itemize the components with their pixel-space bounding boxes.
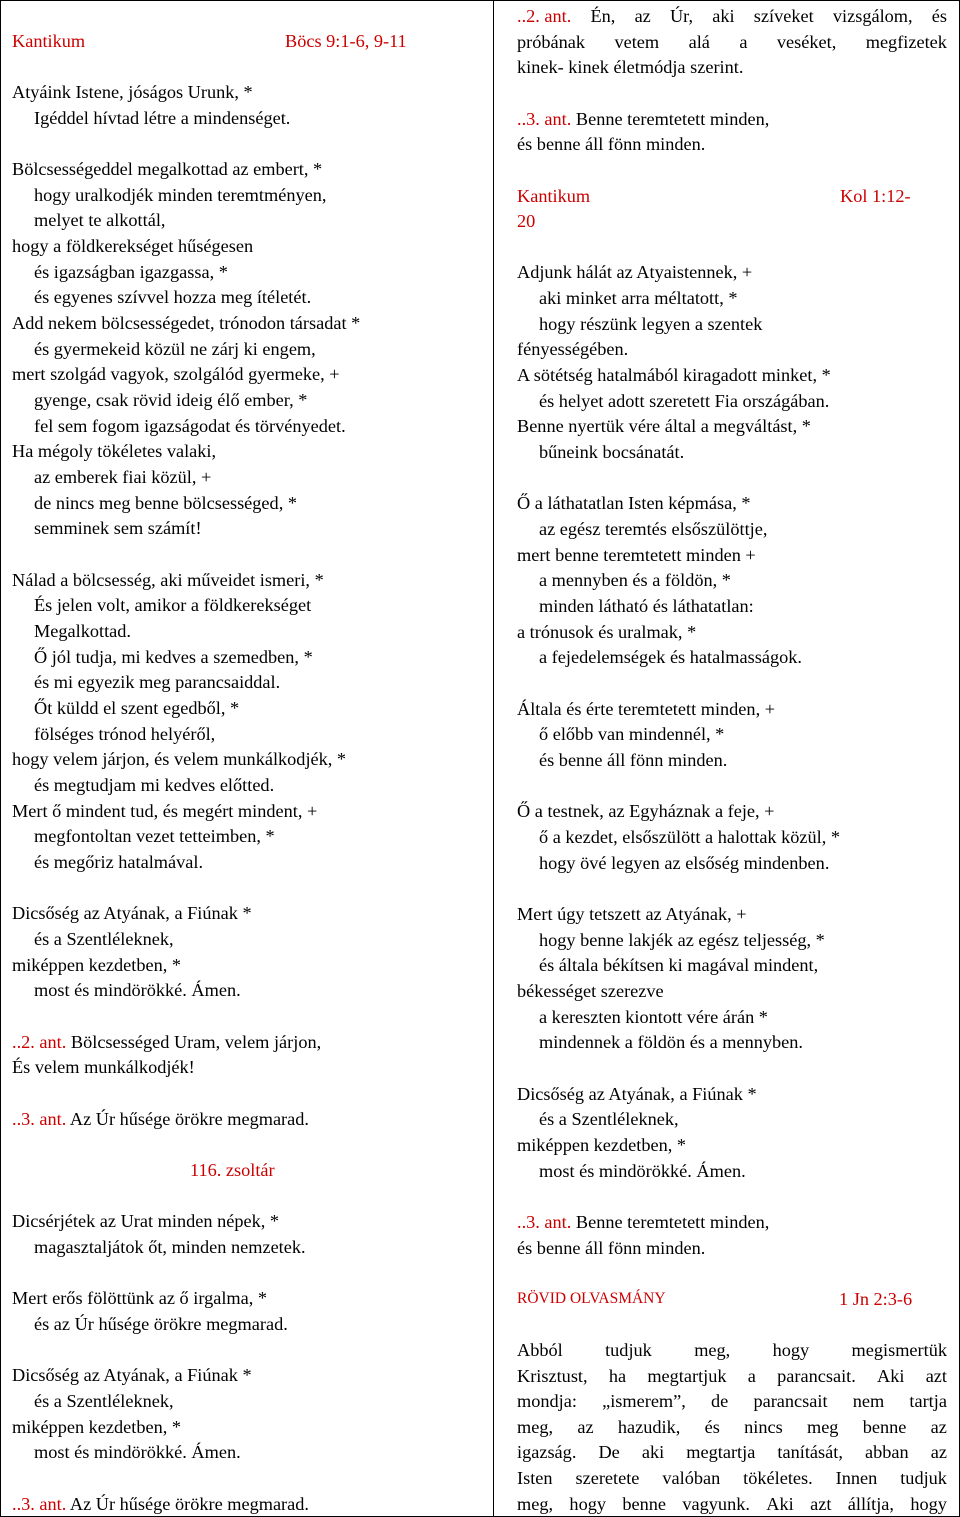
canticle-line: Atyáink Istene, jóságos Urunk, * <box>12 82 253 102</box>
antiphon-label: ..3. ant. <box>517 109 572 129</box>
doxology-line: és a Szentléleknek, <box>539 1109 679 1129</box>
word: hazudik, <box>617 1416 681 1437</box>
canticle-line: és általa békítsen ki magával mindent, <box>539 955 819 975</box>
word: valóban <box>662 1468 721 1488</box>
canticle-line: az emberek fiai közül, + <box>34 467 212 487</box>
canticle-line: hogy velem járjon, és velem munkálkodjék, * <box>12 749 347 769</box>
doxology-line: Dicsőség az Atyának, a Fiúnak * <box>12 903 252 923</box>
word: aki <box>641 1442 665 1463</box>
word: meg, <box>517 1493 554 1514</box>
antiphon-text: Az Úr hűsége örökre megmarad. <box>69 1109 309 1129</box>
canticle-line: Add nekem bölcsességedet, trónodon társadat * <box>12 313 361 333</box>
canticle-line: a kereszten kiontott vére árán * <box>539 1007 768 1027</box>
canticle-line: Ha mégoly tökéletes valaki, <box>12 441 217 461</box>
kantikum-label: Kantikum <box>517 186 591 206</box>
reading-line <box>517 1465 947 1491</box>
word: nincs <box>744 1416 783 1437</box>
word: tudjuk <box>900 1468 947 1488</box>
canticle-line: hogy övé legyen az elsőség mindenben. <box>539 853 830 873</box>
canticle-line: ő a kezdet, elsőszülött a halottak közül, * <box>539 827 841 847</box>
antiphon-text: Bölcsességed Uram, velem járjon, <box>70 1032 322 1052</box>
canticle-line: az egész teremtés elsőszülöttje, <box>539 519 768 539</box>
word: Krisztust, <box>517 1365 588 1386</box>
canticle-line: mert szolgád vagyok, szolgálód gyermeke, + <box>12 364 340 384</box>
word: tartja <box>909 1391 947 1412</box>
word: Aki <box>766 1493 794 1514</box>
word: próbának <box>517 32 586 52</box>
canticle-line: és megtudjam mi kedves előtted. <box>34 775 275 795</box>
canticle-line: bűneink bocsánatát. <box>539 442 685 462</box>
antiphon-label: ..2. ant. <box>12 1032 67 1052</box>
antiphon-label: ..3. ant. <box>12 1494 67 1514</box>
canticle-line: békességet szerezve <box>517 981 664 1001</box>
word: veséket, <box>776 32 837 52</box>
word: Aki <box>877 1365 905 1386</box>
kantikum-label: Kantikum <box>12 31 86 51</box>
word: „ismerem”, <box>602 1391 686 1412</box>
canticle-line: Ő a testnek, az Egyháznak a feje, + <box>517 801 775 821</box>
reading-line <box>517 1439 947 1465</box>
canticle-line: megfontoltan vezet tetteimben, * <box>34 826 275 846</box>
canticle-line: Ő a láthatatlan Isten képmása, * <box>517 493 751 513</box>
word: parancsait <box>753 1391 828 1412</box>
antiphon-text: Benne teremtetett minden, <box>575 1212 770 1232</box>
antiphon-text: Az Úr hűsége örökre megmarad. <box>69 1494 309 1514</box>
word: igazság. <box>517 1442 577 1463</box>
word: megtartja <box>686 1442 756 1463</box>
antiphon-text <box>517 29 947 55</box>
word: parancsait. <box>777 1365 856 1386</box>
word: Innen <box>835 1468 878 1488</box>
psalm-title: 116. zsoltár <box>190 1160 275 1180</box>
word: az <box>577 1416 594 1437</box>
canticle-line: Ő jól tudja, mi kedves a szemedben, * <box>34 647 313 667</box>
word: azt <box>925 1365 947 1386</box>
doxology-line: és a Szentléleknek, <box>34 929 174 949</box>
word: de <box>711 1391 729 1412</box>
word: megtartjuk <box>647 1365 727 1386</box>
canticle-line: hogy részünk legyen a szentek <box>539 314 763 334</box>
doxology-line: és a Szentléleknek, <box>34 1391 174 1411</box>
canticle-line: Benne nyertük vére által a megváltást, * <box>517 416 811 436</box>
antiphon-3-repeat <box>517 1209 769 1235</box>
word: meg <box>806 1416 839 1437</box>
word: vizsgálom, <box>832 6 913 26</box>
antiphon-text: és benne áll fönn minden. <box>517 134 706 154</box>
psalm-line: magasztaljátok őt, minden nemzetek. <box>34 1237 306 1257</box>
word: az <box>930 1416 947 1437</box>
antiphon-2 <box>12 1029 321 1055</box>
word: vagyunk. <box>682 1493 750 1514</box>
word: nem <box>852 1391 885 1412</box>
psalm-line: Dicsérjétek az Urat minden népek, * <box>12 1211 279 1231</box>
antiphon-2 <box>517 3 947 29</box>
reading-reference: 1 Jn 2:3-6 <box>839 1289 913 1309</box>
word: a <box>747 1365 756 1386</box>
word: hogy <box>910 1493 947 1514</box>
canticle-line: és igazságban igazgassa, * <box>34 262 228 282</box>
column-divider <box>493 0 494 1517</box>
psalm-line: Mert erős fölöttünk az ő irgalma, * <box>12 1288 268 1308</box>
word: megfizetek <box>865 32 947 52</box>
canticle-line: ő előbb van mindennél, * <box>539 724 725 744</box>
canticle-line: a mennyben és a földön, * <box>539 570 731 590</box>
word: aki <box>712 6 735 26</box>
word: állítja, <box>847 1493 894 1514</box>
word: szeretete <box>575 1468 640 1488</box>
reading-line <box>517 1414 947 1440</box>
canticle-line: melyet te alkottál, <box>34 210 166 230</box>
word: ha <box>608 1365 627 1386</box>
doxology-line: miképpen kezdetben, * <box>12 1417 182 1437</box>
canticle-line: minden látható és láthatatlan: <box>539 596 754 616</box>
word: hogy <box>569 1493 606 1514</box>
canticle-line: Őt küldd el szent egedből, * <box>34 698 240 718</box>
word: alá <box>688 32 710 52</box>
antiphon-3-repeat <box>12 1491 309 1517</box>
word: tanítását, <box>777 1442 843 1463</box>
canticle-line: és egyenes szívvel hozza meg ítéletét. <box>34 287 312 307</box>
word: benne <box>622 1493 667 1514</box>
reading-line <box>517 1491 947 1517</box>
word: megismertük <box>851 1340 947 1360</box>
psalm-line: és az Úr hűsége örökre megmarad. <box>34 1314 288 1334</box>
word: szíveket <box>753 6 814 26</box>
canticle-line: a trónusok és uralmak, * <box>517 622 697 642</box>
canticle-line: Mert úgy tetszett az Atyának, + <box>517 904 747 924</box>
canticle-line: és benne áll fönn minden. <box>539 750 728 770</box>
word: és <box>704 1416 720 1437</box>
canticle-line: de nincs meg benne bölcsességed, * <box>34 493 297 513</box>
doxology-line: Dicsőség az Atyának, a Fiúnak * <box>12 1365 252 1385</box>
canticle-line: Igéddel hívtad létre a mindenséget. <box>34 108 291 128</box>
canticle-line: A sötétség hatalmából kiragadott minket, * <box>517 365 831 385</box>
canticle-line: Megalkottad. <box>34 621 131 641</box>
word: De <box>598 1442 620 1463</box>
antiphon-3 <box>517 106 769 132</box>
reading-line <box>517 1388 947 1414</box>
canticle-line: semminek sem számít! <box>34 518 202 538</box>
canticle-line: hogy a földkerekséget hűségesen <box>12 236 254 256</box>
antiphon-text: kinek- kinek életmódja szerint. <box>517 57 744 77</box>
kantikum-reference: Kol 1:12- <box>840 186 911 206</box>
canticle-line: Mert ő mindent tud, és megért mindent, + <box>12 801 318 821</box>
antiphon-label: ..3. ant. <box>12 1109 67 1129</box>
word: meg, <box>517 1416 554 1437</box>
canticle-line: fel sem fogom igazságodat és törvényedet. <box>34 416 346 436</box>
canticle-line: és mi egyezik meg parancsaiddal. <box>34 672 281 692</box>
antiphon-text: Benne teremtetett minden, <box>575 109 770 129</box>
canticle-line: és helyet adott szeretett Fia országában. <box>539 391 830 411</box>
reading-line <box>517 1363 947 1389</box>
doxology-line: Dicsőség az Atyának, a Fiúnak * <box>517 1084 757 1104</box>
canticle-line: gyenge, csak rövid ideig élő ember, * <box>34 390 308 410</box>
word: Én, <box>590 6 616 26</box>
kantikum-reference-cont: 20 <box>517 211 536 231</box>
canticle-line: hogy uralkodjék minden teremtményen, <box>34 185 327 205</box>
canticle-line: fölséges trónod helyéről, <box>34 724 216 744</box>
canticle-line: Adjunk hálát az Atyaistennek, + <box>517 262 753 282</box>
word: tökéletes. <box>743 1468 813 1488</box>
word: meg, <box>694 1340 731 1360</box>
reading-line <box>517 1337 947 1363</box>
antiphon-text: És velem munkálkodjék! <box>12 1057 195 1077</box>
doxology-line: most és mindörökké. Ámen. <box>34 1442 241 1462</box>
doxology-line: most és mindörökké. Ámen. <box>34 980 241 1000</box>
canticle-line: mert benne teremtetett minden + <box>517 545 756 565</box>
word: abban <box>864 1442 909 1463</box>
word: Úr, <box>669 6 694 26</box>
word: a <box>739 32 748 52</box>
antiphon-3 <box>12 1106 309 1132</box>
word: mondja: <box>517 1391 577 1412</box>
word: és <box>931 6 947 26</box>
doxology-line: miképpen kezdetben, * <box>517 1135 687 1155</box>
canticle-line: És jelen volt, amikor a földkerekséget <box>34 595 312 615</box>
antiphon-text: és benne áll fönn minden. <box>517 1238 706 1258</box>
word: benne <box>862 1416 907 1437</box>
doxology-line: most és mindörökké. Ámen. <box>539 1161 746 1181</box>
word: tudjuk <box>605 1340 652 1360</box>
canticle-line: és gyermekeid közül ne zárj ki engem, <box>34 339 316 359</box>
canticle-line: fényességében. <box>517 339 629 359</box>
antiphon-label: ..2. ant. <box>517 6 572 26</box>
canticle-line: Általa és érte teremtetett minden, + <box>517 699 776 719</box>
word: az <box>634 6 651 26</box>
canticle-line: aki minket arra méltatott, * <box>539 288 738 308</box>
canticle-line: Bölcsességeddel megalkottad az embert, * <box>12 159 323 179</box>
canticle-line: Nálad a bölcsesség, aki műveidet ismeri, * <box>12 570 324 590</box>
canticle-line: és megőriz hatalmával. <box>34 852 204 872</box>
word: Abból <box>517 1340 563 1360</box>
kantikum-reference: Böcs 9:1-6, 9-11 <box>285 31 407 51</box>
antiphon-label: ..3. ant. <box>517 1212 572 1232</box>
word: Isten <box>517 1468 553 1488</box>
canticle-line: a fejedelemségek és hatalmasságok. <box>539 647 802 667</box>
word: hogy <box>772 1340 810 1360</box>
doxology-line: miképpen kezdetben, * <box>12 955 182 975</box>
word: az <box>930 1442 947 1463</box>
reading-title: RÖVID OLVASMÁNY <box>517 1290 666 1307</box>
canticle-line: hogy benne lakjék az egész teljesség, * <box>539 930 825 950</box>
word: azt <box>810 1493 832 1514</box>
canticle-line: mindennek a földön és a mennyben. <box>539 1032 803 1052</box>
word: vetem <box>614 32 660 52</box>
